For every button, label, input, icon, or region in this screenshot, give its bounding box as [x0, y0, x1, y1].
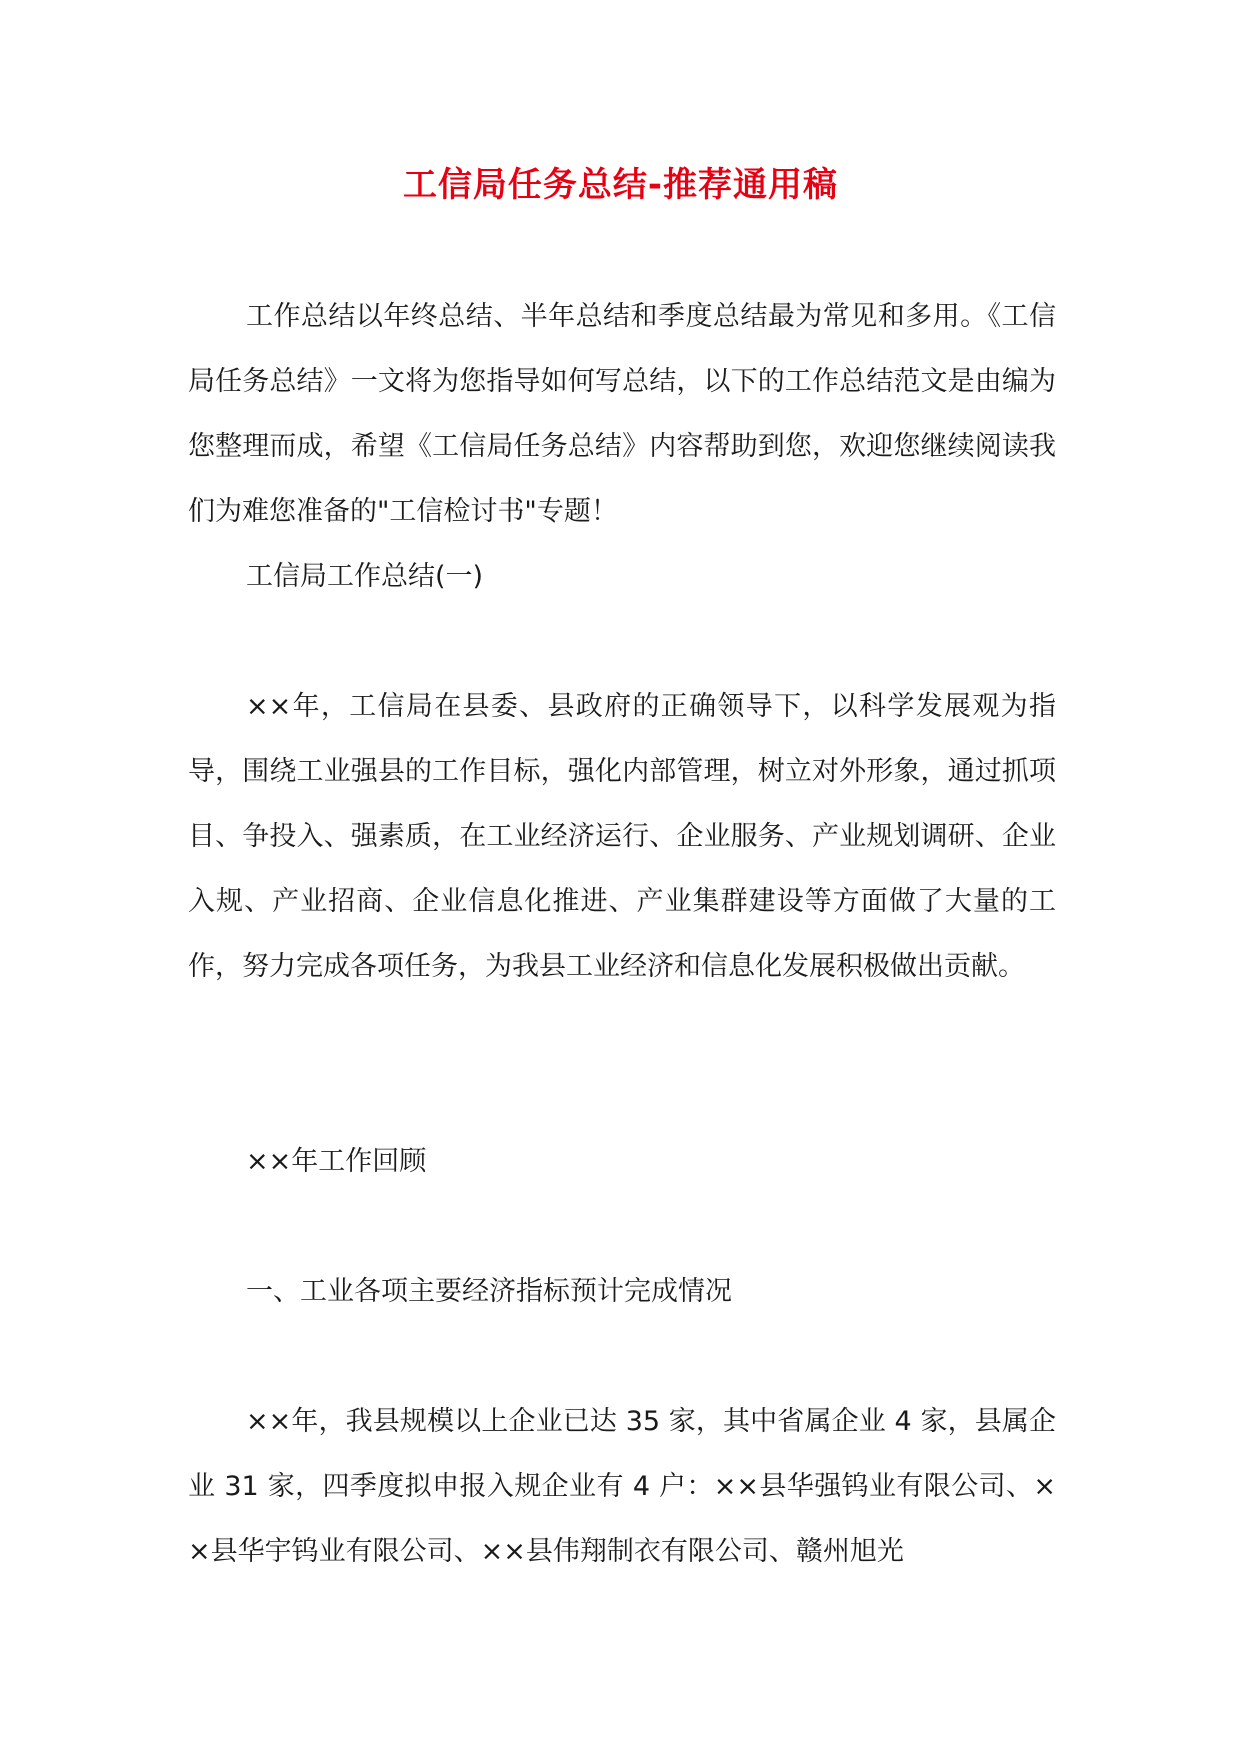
stats-paragraph: ××年，我县规模以上企业已达 35 家，其中省属企业 4 家，县属企业 31 家，四季度拟申报入规企业有 4 户：××县华强钨业有限公司、××县华宇钨业有限公司、××县伟翔制衣有限公司、赣州旭光 — [188, 1406, 1056, 1567]
document-title: 工信局任务总结-推荐通用稿 — [402, 165, 839, 205]
section-heading-review: ××年工作回顾 — [246, 1146, 427, 1177]
section-heading-summary-one: 工信局工作总结(一) — [246, 561, 484, 592]
intro-paragraph: 工作总结以年终总结、半年总结和季度总结最为常见和多用。《工信局任务总结》一文将为您指导如何写总结，以下的工作总结范文是由编为您整理而成，希望《工信局任务总结》内容帮助到您，欢迎您继续阅读我们为难您准备的"工信检讨书"专题！ — [188, 301, 1056, 527]
main-paragraph: ××年，工信局在县委、县政府的正确领导下，以科学发展观为指导，围绕工业强县的工作目标，强化内部管理，树立对外形象，通过抓项目、争投入、强素质，在工业经济运行、企业服务、产业规划调研、企业入规、产业招商、企业信息化推进、产业集群建设等方面做了大量的工作，努力完成各项任务，为我县工业经济和信息化发展积极做出贡献。 — [188, 691, 1056, 982]
section-heading-indicators: 一、工业各项主要经济指标预计完成情况 — [246, 1276, 732, 1307]
